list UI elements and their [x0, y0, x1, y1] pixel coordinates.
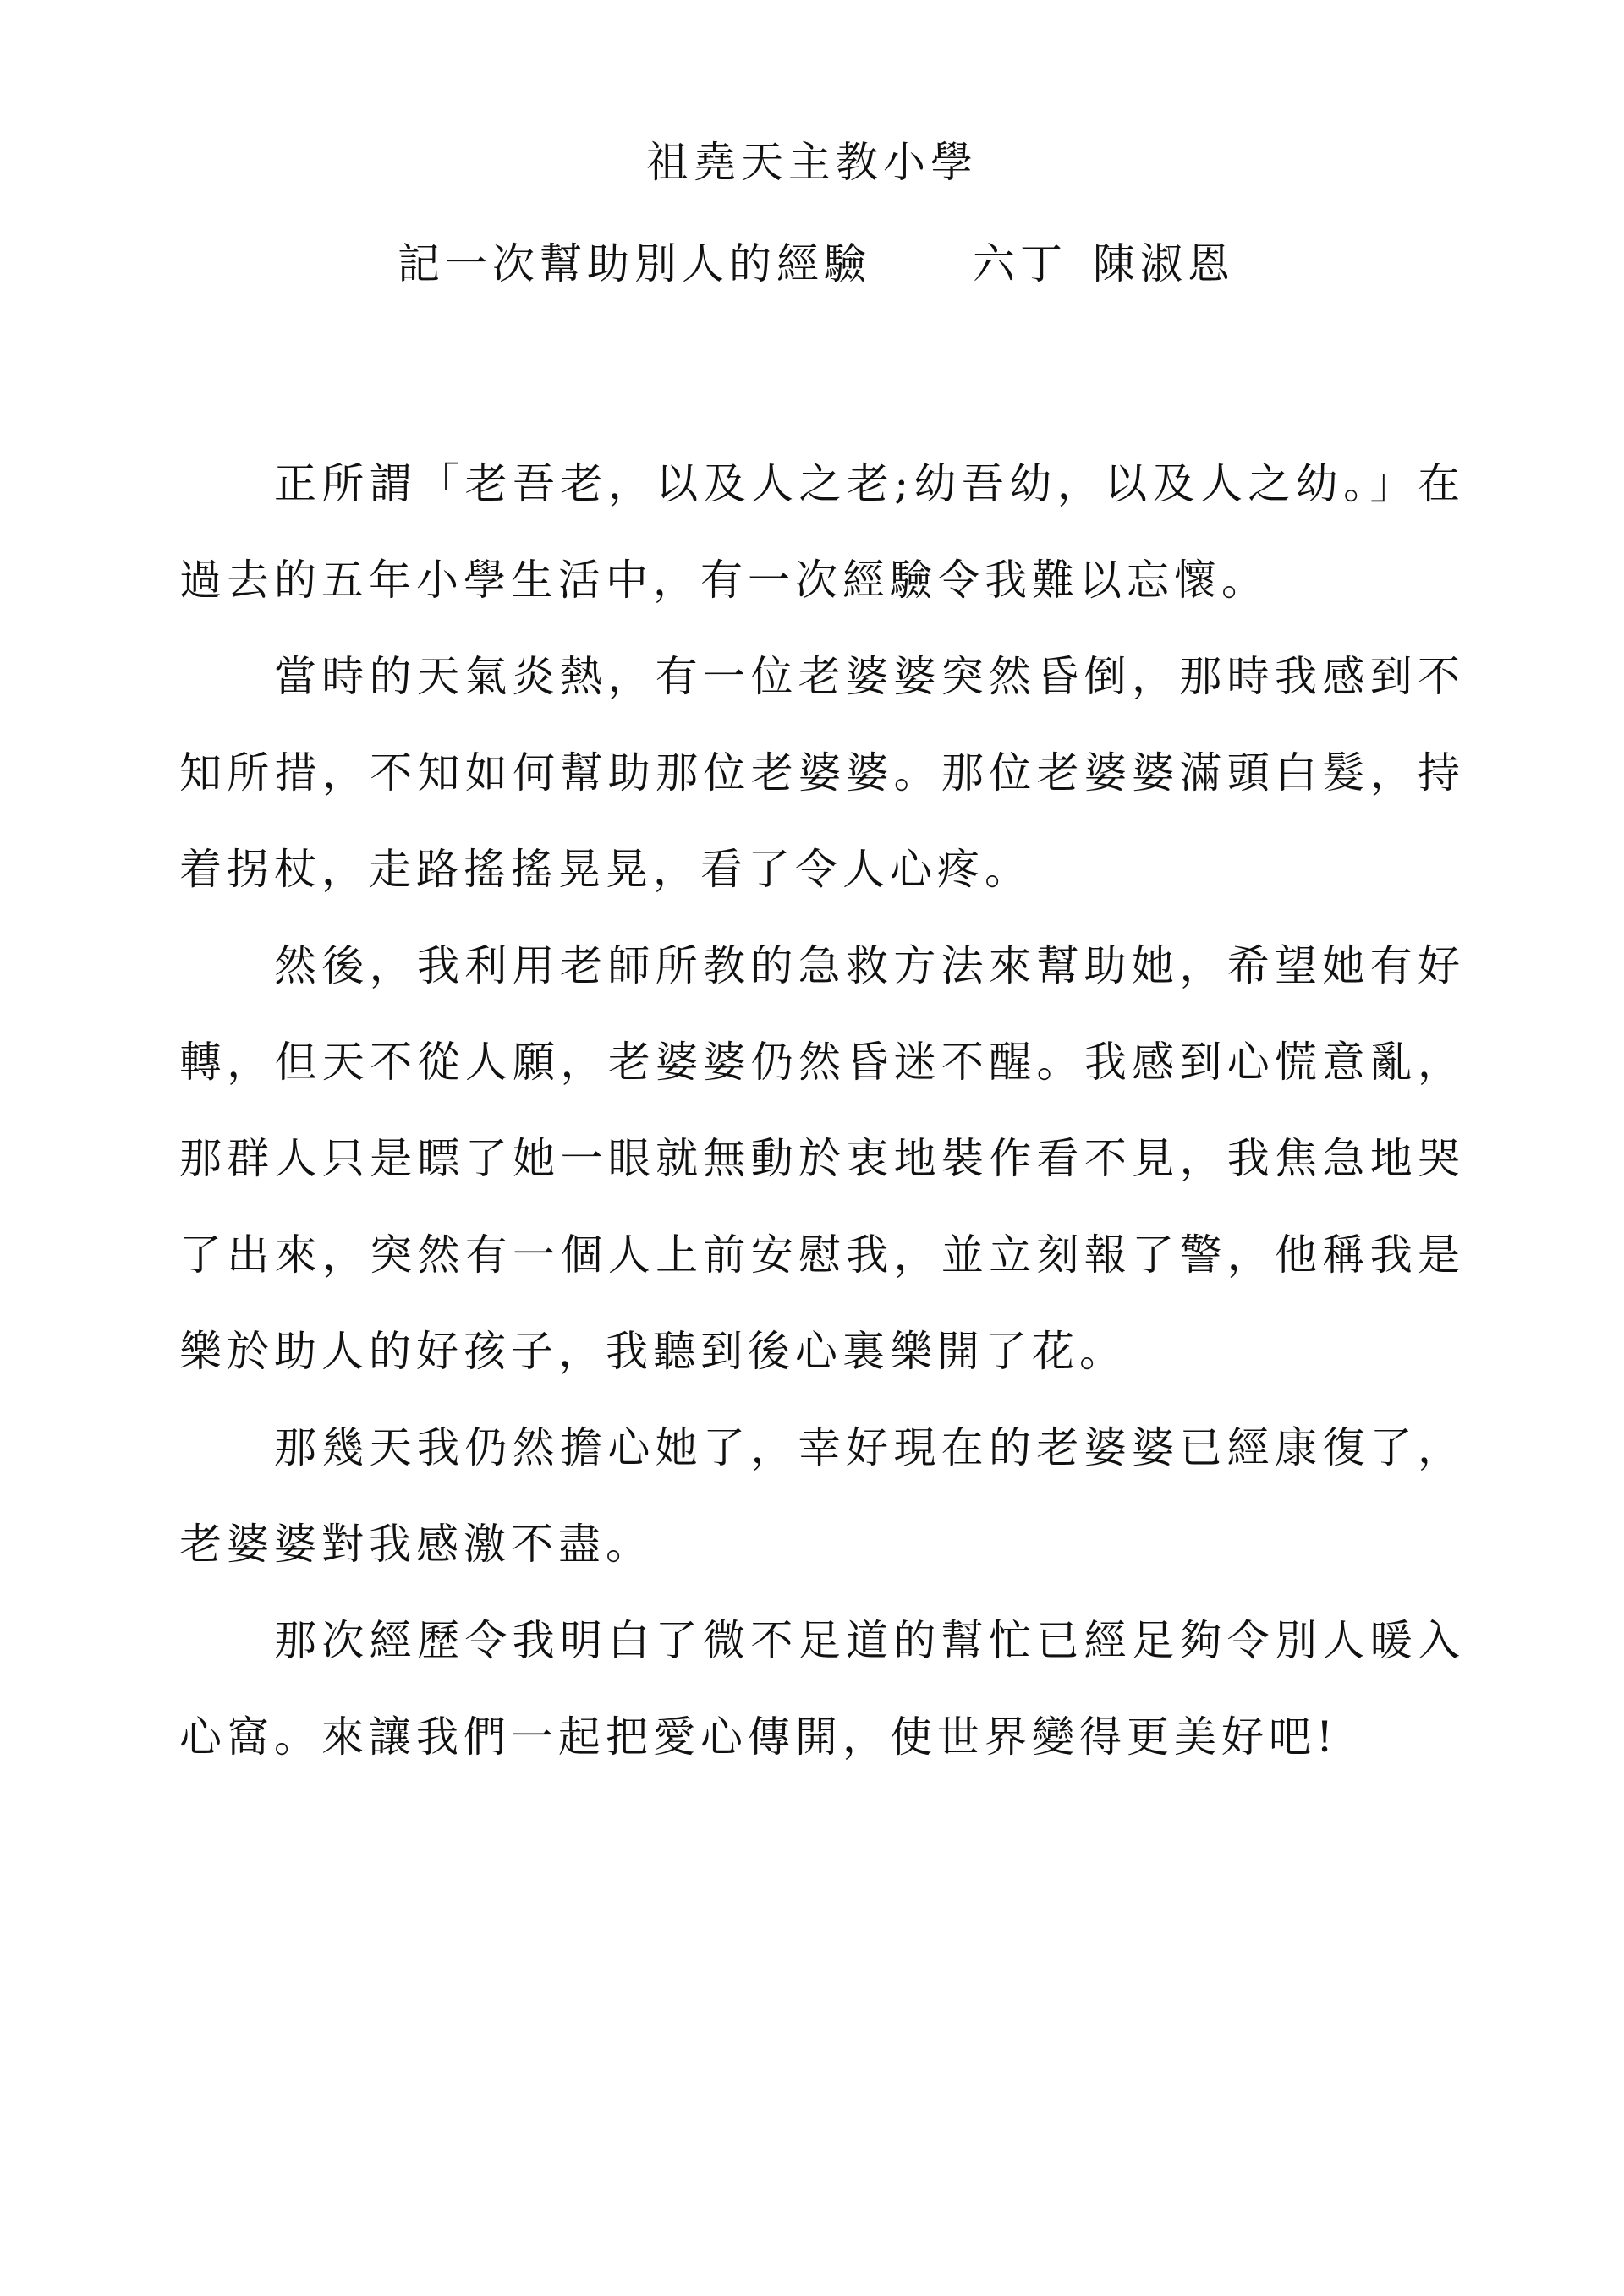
paragraph: 然後，我利用老師所教的急救方法來幫助她，希望她有好轉，但天不從人願，老婆婆仍然昏迷不醒。我感到心慌意亂，那群人只是瞟了她一眼就無動於衷地裝作看不見，我焦急地哭了出來，突然有一個人上前安慰我，並立刻報了警，他稱我是樂於助人的好孩子，我聽到後心裏樂開了花。: [179, 941, 1465, 1376]
essay-body: [179, 436, 1465, 1785]
essay-heading: [398, 238, 1235, 289]
essay-title: 記一次幫助別人的經驗: [398, 239, 871, 288]
paragraph: 當時的天氣炎熱，有一位老婆婆突然昏倒，那時我感到不知所措，不知如何幫助那位老婆婆。那位老婆婆滿頭白髮，持着拐杖，走路搖搖晃晃，看了令人心疼。: [179, 652, 1465, 894]
paragraph: 正所謂「老吾老，以及人之老;幼吾幼，以及人之幼。」在過去的五年小學生活中，有一次經驗令我難以忘懷。: [179, 459, 1465, 605]
paragraph: 那次經歷令我明白了微不足道的幫忙已經足夠令別人暖入心窩。來讓我們一起把愛心傳開，使世界變得更美好吧!: [179, 1616, 1465, 1762]
author-name: 陳淑恩: [1093, 239, 1235, 288]
school-name: 祖堯天主教小學: [646, 138, 978, 187]
paragraph: 那幾天我仍然擔心她了，幸好現在的老婆婆已經康復了，老婆婆對我感激不盡。: [179, 1423, 1465, 1569]
author-class: 六丁: [973, 239, 1067, 288]
